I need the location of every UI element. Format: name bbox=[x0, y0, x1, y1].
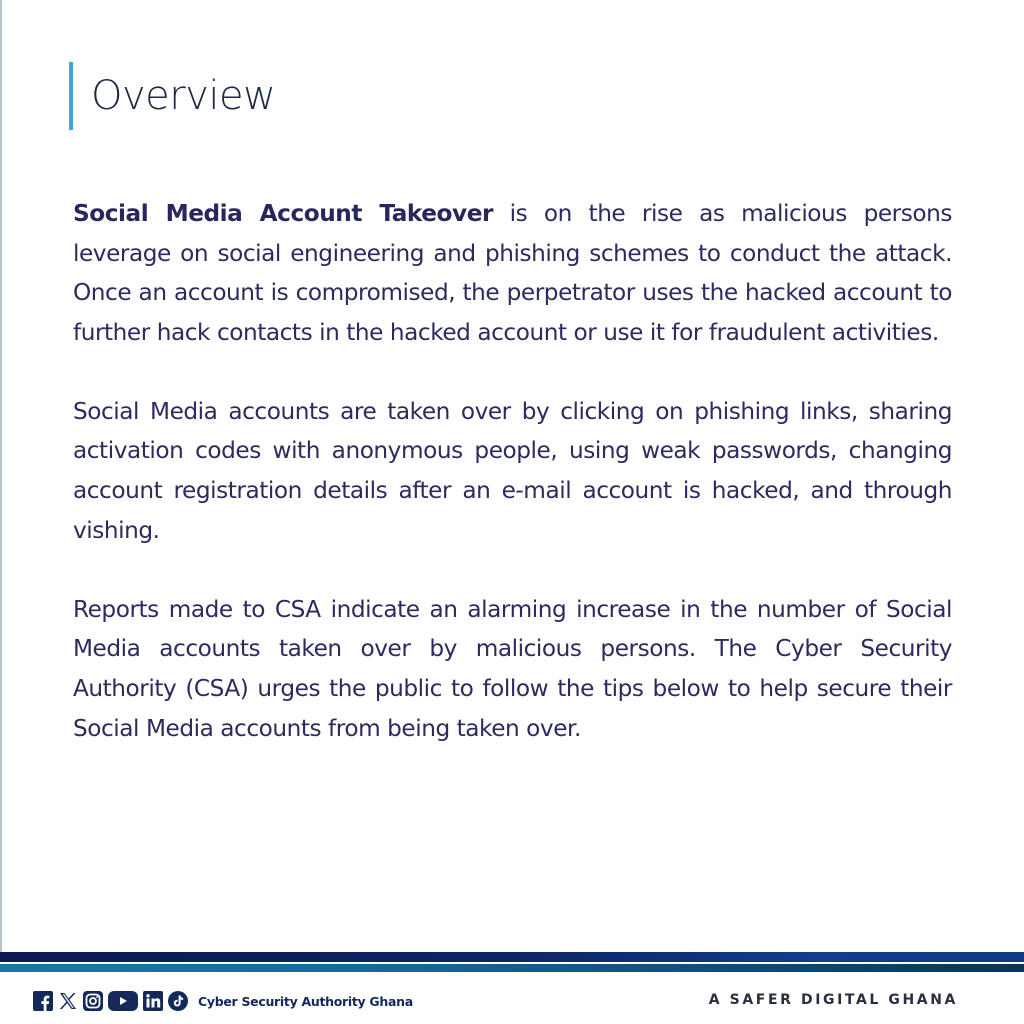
org-name: Cyber Security Authority Ghana bbox=[198, 993, 413, 1009]
paragraph-takeover-text: is on the rise as malicious persons leverage on social engineering and phishing schemes to conduct the attack. Once an account is compromised, the perpetrator uses the hacked account to further hack contacts in the hacked account or use it for fraudulent activities. bbox=[73, 200, 952, 346]
overview-content bbox=[73, 194, 952, 788]
facebook-icon[interactable] bbox=[33, 991, 53, 1011]
page-title: Overview bbox=[91, 73, 276, 119]
paragraph-reports: Reports made to CSA indicate an alarming increase in the number of Social Media accounts taken over by malicious persons. The Cyber Security Authority (CSA) urges the public to follow the tips below to help secure their Social Media accounts from being taken over. bbox=[73, 595, 952, 742]
tiktok-icon[interactable] bbox=[168, 991, 188, 1011]
x-icon[interactable] bbox=[58, 991, 78, 1011]
paragraph-methods: Social Media accounts are taken over by clicking on phishing links, sharing activation codes with anonymous people, using weak passwords, changing account registration details after an e-mail account is hacked, and through vishing. bbox=[73, 397, 952, 544]
paragraph-takeover bbox=[73, 194, 952, 352]
footer-stripe-teal bbox=[0, 964, 1024, 972]
section-header bbox=[69, 62, 275, 130]
left-border bbox=[0, 0, 2, 952]
bold-lead: Social Media Account Takeover bbox=[73, 200, 493, 227]
tagline: A SAFER DIGITAL GHANA bbox=[708, 992, 958, 1008]
youtube-icon[interactable] bbox=[108, 991, 138, 1011]
linkedin-icon[interactable] bbox=[143, 991, 163, 1011]
instagram-icon[interactable] bbox=[83, 991, 103, 1011]
footer-stripe-navy bbox=[0, 952, 1024, 962]
title-accent-bar bbox=[69, 62, 73, 130]
footer-social bbox=[33, 990, 413, 1012]
